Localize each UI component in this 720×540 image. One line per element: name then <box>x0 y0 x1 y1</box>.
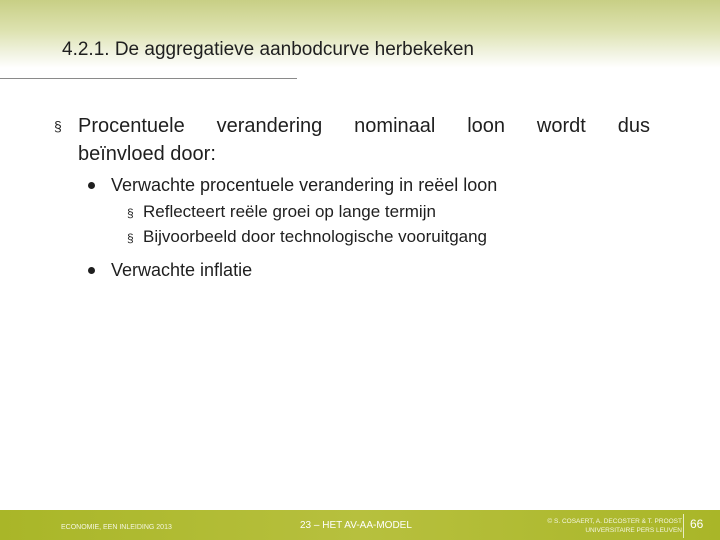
footer-publisher: UNIVERSITAIRE PERS LEUVEN <box>585 527 682 534</box>
page-number: 66 <box>690 517 704 531</box>
main-bullet-word: Procentuele <box>78 115 185 137</box>
main-bullet-word: nominaal <box>354 115 436 137</box>
footer-course: ECONOMIE, EEN INLEIDING 2013 <box>61 524 172 531</box>
main-bullet-line-1 <box>54 112 650 140</box>
sub-bullet-real-wage: Verwachte procentuele verandering in reëel loon <box>111 175 498 195</box>
bullet-square-icon: § <box>54 118 62 134</box>
sub-bullet-inflation: Verwachte inflatie <box>111 260 253 280</box>
main-bullet <box>54 112 650 168</box>
sub-sub-bullet-text: Reflecteert reële groei op lange termijn <box>143 202 436 221</box>
footer-divider <box>683 514 684 538</box>
slide-title: 4.2.1. De aggregatieve aanbodcurve herbekeken <box>62 39 474 60</box>
footer-chapter: 23 – HET AV-AA-MODEL <box>300 520 412 531</box>
bullet-square-icon: § <box>127 206 134 220</box>
sub-sub-bullet <box>127 201 436 224</box>
sub-sub-bullet <box>127 226 487 249</box>
main-bullet-word: loon <box>467 115 506 137</box>
bullet-dot-icon <box>88 267 95 274</box>
main-bullet-word: wordt <box>536 115 586 137</box>
footer-bar <box>0 510 720 540</box>
bullet-dot-icon <box>88 182 95 189</box>
main-bullet-word: dus <box>617 115 650 137</box>
main-bullet-line-2: beïnvloed door: <box>78 143 216 165</box>
main-bullet-word: verandering <box>216 115 323 137</box>
bullet-square-icon: § <box>127 231 134 245</box>
footer-copyright <box>537 517 682 535</box>
footer-authors: © S. COSAERT, A. DECOSTER & T. PROOST <box>547 518 682 525</box>
sub-sub-bullet-text: Bijvoorbeeld door technologische vooruitgang <box>143 227 488 246</box>
